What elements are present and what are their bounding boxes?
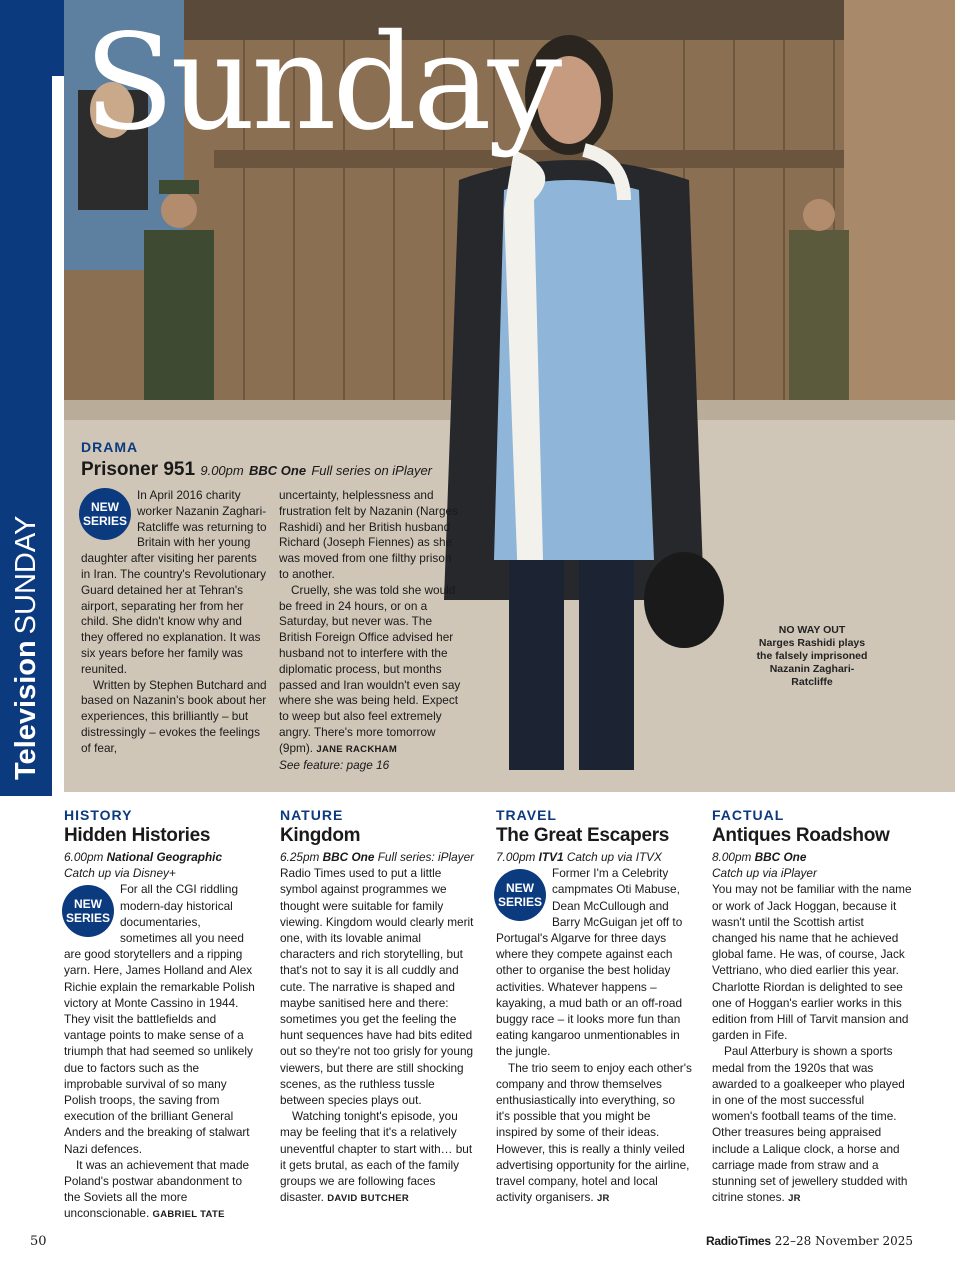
- listing-channel: BBC One: [754, 850, 807, 864]
- listing-channel: National Geographic: [106, 850, 223, 864]
- listing-title: Antiques Roadshow: [712, 825, 890, 846]
- new-series-badge: [494, 869, 546, 921]
- listing-paragraph: For all the CGI riddling modern-day historical documentaries, sometimes all you need are good storytellers and a ripping yarn. Here, James Holland and Alex Richie explain the remarkable Polish victory at Monte Cassino in 1944. They visit the battlefields and vantage points to make sense of a triumph that had seemed so unlikely due to factors such as the improbable survival of so many Polish troops, the saving from execution of the brilliant General Anders and the breaking of stalwart Nazi defences.: [64, 882, 255, 1156]
- listing-meta: [712, 849, 912, 865]
- badge-line-2: SERIES: [65, 911, 110, 926]
- section-label: [4, 480, 48, 780]
- lead-channel: BBC One: [249, 463, 307, 478]
- listing-byline: JR: [788, 1193, 801, 1205]
- listing-meta: [280, 849, 476, 865]
- listing-paragraph-text: It was an achievement that made Poland's postwar abandonment to the Soviets all the more unconscionable.: [64, 1157, 250, 1221]
- listing-title: Hidden Histories: [64, 825, 211, 846]
- section-band-notch: [52, 0, 64, 76]
- listing-title: Kingdom: [280, 825, 361, 846]
- listing-paragraph: [280, 1108, 476, 1207]
- listing-time: 6.00pm: [64, 850, 104, 864]
- listing-time: 8.00pm: [712, 850, 752, 864]
- listing-paragraph-text: Watching tonight's episode, you may be feeling that it's a relatively uneventful chapter to start with… but it gets brutal, as each of the family groups we are following faces disaster.: [280, 1109, 473, 1205]
- lead-paragraph-text: Cruelly, she was told she would be freed in 24 hours, or on a Saturday, but never was. The British Foreign Office advised her husband not to interfere with the diplomatic process, but months passed and Iran wouldn't even say where she was being held. Expect to weep but also feel extremely angry. There's more tomorrow (9pm).: [279, 582, 461, 755]
- lead-column-1: [81, 488, 267, 757]
- footer-brand: RadioTimes: [705, 1234, 771, 1248]
- listing-channel: BBC One: [322, 850, 375, 864]
- listing-paragraph: [64, 1157, 260, 1224]
- listing-time: 6.25pm: [280, 850, 320, 864]
- listing-channel: ITV1: [538, 850, 564, 864]
- listing-paragraph: [712, 1043, 912, 1207]
- section-label-bold: Television: [10, 640, 42, 780]
- listing-paragraph: Radio Times used to put a little symbol against programmes we thought were suitable for family viewing. Kingdom would clearly merit one, with its lovable animal characters and rich storytelling, but that's not to say it is all cuddly and cute. The narrative is shaped and maybe sanitised here and there: sometimes you get the feeling the hunt sequences have had bits edited out so they're not too grisly for young viewers, but there are still shocking scenes, as the ruthless tussle between species plays out.: [280, 866, 474, 1108]
- badge-line-2: SERIES: [82, 514, 127, 528]
- listing-byline: DAVID BUTCHER: [327, 1193, 410, 1205]
- section-label-light: SUNDAY: [10, 515, 42, 635]
- footer-date: 22–28 November 2025: [774, 1234, 913, 1248]
- listing-time: 7.00pm: [496, 850, 536, 864]
- listing-paragraph: You may not be familiar with the name or work of Jack Hoggan, because it wasn't until the Scottish artist changed his name that he achieved global fame. He was, of course, Jack Vettriano, who died earlier this year. Charlotte Riordan is delighted to see one of Hoggan's earlier works in this edition from Hill of Tarvit mansion and garden in Fife.: [712, 882, 912, 1043]
- listing-byline: GABRIEL TATE: [152, 1209, 225, 1221]
- listing-catchup: Full series: iPlayer: [377, 850, 475, 864]
- badge-line-1: NEW: [506, 881, 534, 896]
- listing-nature: [280, 806, 476, 1207]
- listing-catchup: Catch up via iPlayer: [712, 866, 817, 881]
- listing-title: The Great Escapers: [496, 825, 670, 846]
- listing-paragraph-text: The trio seem to enjoy each other's company and throw themselves enthusiastically into everything, so it's possible that you might be inspired by some of their ideas. However, this is really a thinly veiled advertising opportunity for the airline, travel company, hotel and local activity organisers.: [496, 1060, 692, 1205]
- listing-kicker: TRAVEL: [496, 807, 557, 823]
- listing-paragraph: [496, 1060, 692, 1208]
- listing-paragraph: Former I'm a Celebrity campmates Oti Mabuse, Dean McCullough and Barry McGuigan jet off to Portugal's Algarve for three days where they compete against each other to organise the best holiday activities. Whatever happens – kayaking, a mud bath or an off-road buggy race – it looks more fun than eating kangaroo unmentionables in the jungle.: [496, 866, 683, 1059]
- photo-caption: [752, 624, 872, 689]
- lead-time: 9.00pm: [200, 463, 244, 478]
- lead-title-line: [81, 458, 471, 483]
- caption-text: Narges Rashidi plays the falsely imprisoned Nazanin Zaghari-Ratcliffe: [756, 637, 868, 688]
- badge-line-2: SERIES: [497, 895, 542, 910]
- listing-paragraph-text: Paul Atterbury is shown a sports medal from the 1920s that was awarded to a goalkeeper who played in one of the most successful women's football teams of the time. Other treasures being appraised include a Lalique clock, a horse and carriage made from straw and a stunning set of jewellery studded with citrine stones.: [712, 1044, 908, 1205]
- badge-line-1: NEW: [74, 897, 102, 912]
- new-series-badge: [79, 488, 131, 540]
- lead-catchup: Full series on iPlayer: [311, 463, 433, 478]
- lead-kicker: DRAMA: [81, 439, 139, 455]
- lead-header: [81, 438, 471, 483]
- listing-travel: [496, 806, 692, 1207]
- listing-meta: [496, 849, 692, 865]
- see-feature: See feature: page 16: [279, 757, 390, 772]
- lead-paragraph: [279, 583, 463, 758]
- footer-brand-date: [706, 1234, 913, 1248]
- lead-paragraph: Written by Stephen Butchard and based on Nazanin's book about her experiences, this brilliantly – but distressingly – evokes the feelings of fear,: [81, 677, 267, 755]
- listing-catchup: Catch up via ITVX: [566, 850, 662, 864]
- lead-byline: JANE RACKHAM: [316, 743, 398, 755]
- listing-kicker: HISTORY: [64, 807, 133, 823]
- lead-column-2: [279, 488, 463, 773]
- listing-history: [64, 806, 260, 1224]
- badge-line-1: NEW: [91, 500, 119, 514]
- lead-paragraph: uncertainty, helplessness and frustration felt by Nazanin (Narges Rashidi) and her British husband Richard (Joseph Fiennes) as she was moved from one filthy prison to another.: [279, 488, 458, 581]
- listing-catchup: Catch up via Disney+: [64, 866, 176, 881]
- page-number: 50: [30, 1234, 47, 1249]
- caption-head: NO WAY OUT: [778, 624, 846, 636]
- masthead: Sunday: [84, 6, 559, 160]
- lead-title: Prisoner 951: [81, 459, 196, 480]
- listing-factual: [712, 806, 912, 1207]
- lead-paragraph: In April 2016 charity worker Nazanin Zaghari-Ratcliffe was returning to Britain with her young daughter after visiting her parents in Iran. The country's Revolutionary Guard detained her at Tehran's airport, separating her from her child. She didn't know why and they offered no explanation. It was six years before her family was reunited.: [81, 488, 267, 676]
- listing-byline: JR: [596, 1193, 610, 1205]
- listing-kicker: FACTUAL: [712, 807, 785, 823]
- listing-meta: [64, 849, 260, 865]
- listing-kicker: NATURE: [280, 807, 344, 823]
